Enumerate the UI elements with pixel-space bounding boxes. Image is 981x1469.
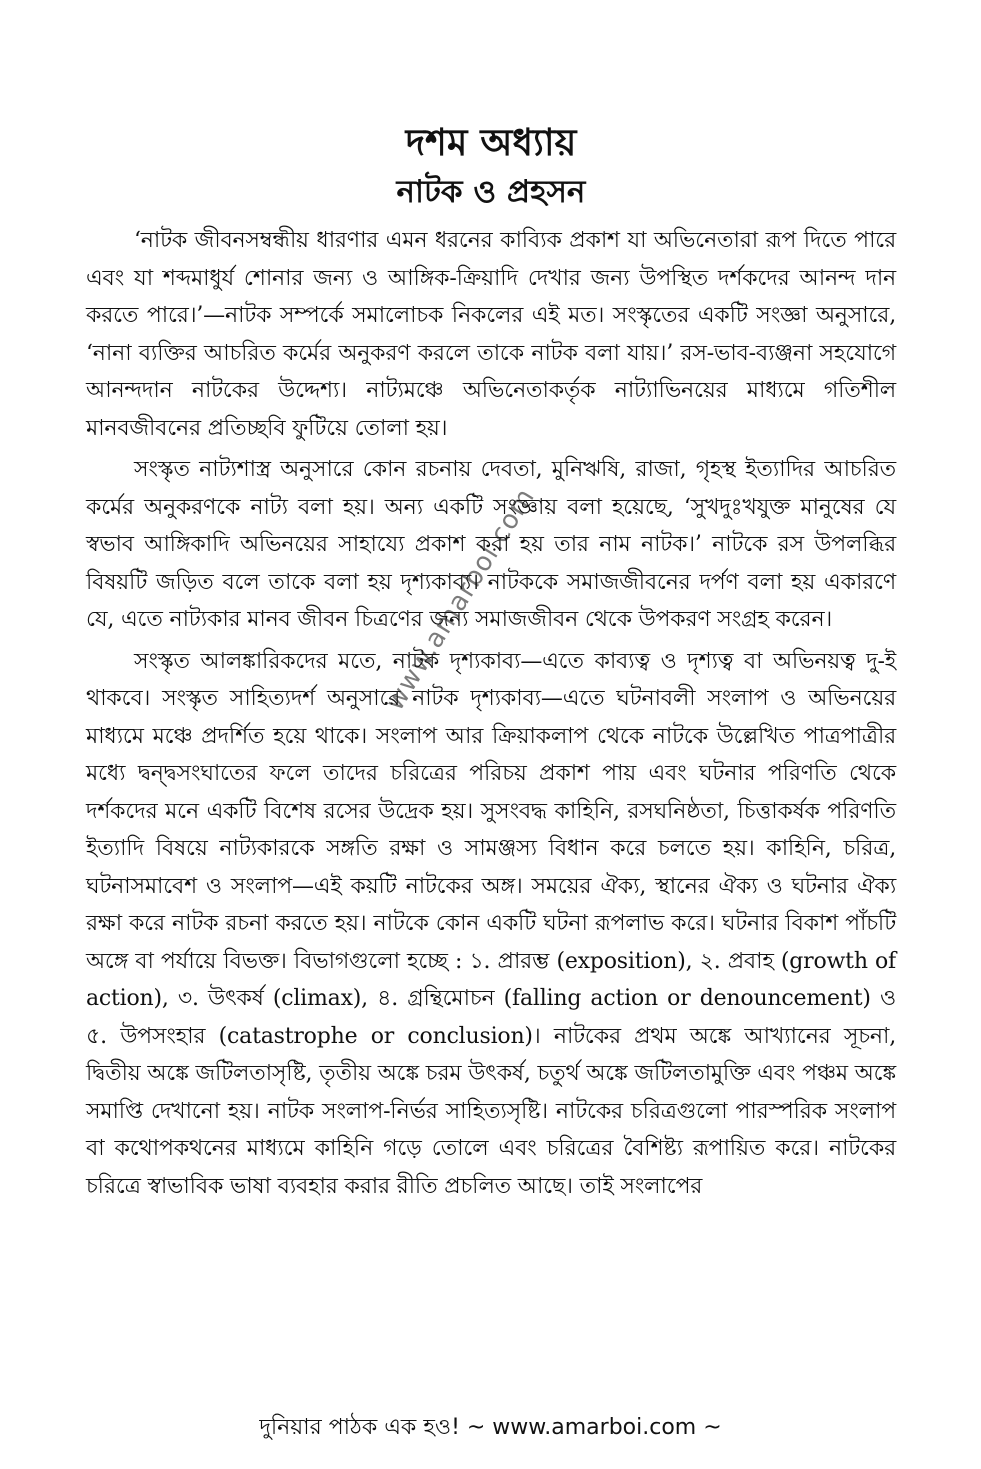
page-footer: দুনিয়ার পাঠক এক হও! ~ www.amarboi.com ~ — [259, 1415, 722, 1440]
page-content — [86, 118, 896, 1205]
paragraph-1: ‘নাটক জীবনসম্বন্ধীয় ধারণার এমন ধরনের কাব্যিক প্রকাশ যা অভিনেতারা রূপ দিতে পারে এবং যা শব্দমাধুর্য শোনার জন্য ও আঙ্গিক-ক্রিয়াদি দেখার জন্য উপস্থিত দর্শকদের আনন্দ দান করতে পারে।’—নাটক সম্পর্কে সমালোচক নিকলের এই মত। সংস্কৃতের একটি সংজ্ঞা অনুসারে, ‘নানা ব্যক্তির আচরিত কর্মের অনুকরণ করলে তাকে নাটক বলা যায়।’ রস-ভাব-ব্যঞ্জনা সহযোগে আনন্দদান নাটকের উদ্দেশ্য। নাট্যমঞ্চে অভিনেতাকর্তৃক নাট্যাভিনয়ের মাধ্যমে গতিশীল মানবজীবনের প্রতিচ্ছবি ফুটিয়ে তোলা হয়। — [86, 228, 896, 441]
chapter-title: দশম অধ্যায় — [405, 121, 577, 164]
watermark: www.amarboi.com — [380, 482, 542, 716]
paragraph-3: সংস্কৃত আলঙ্কারিকদের মতে, নাটক দৃশ্যকাব্য—এতে কাব্যত্ব ও দৃশ্যত্ব বা অভিনয়ত্ব দু-ই থাকবে। সংস্কৃত সাহিত্যদর্শ অনুসারে নাটক দৃশ্যকাব্য—এতে ঘটনাবলী সংলাপ ও অভিনয়ের মাধ্যমে মঞ্চে প্রদর্শিত হয়ে থাকে। সংলাপ আর ক্রিয়াকলাপ থেকে নাটকে উল্লেখিত পাত্রপাত্রীর মধ্যে দ্বন্দ্বসংঘাতের ফলে তাদের চরিত্রের পরিচয় প্রকাশ পায় এবং ঘটনার পরিণতি থেকে দর্শকদের মনে একটি বিশেষ রসের উদ্রেক হয়। সুসংবদ্ধ কাহিনি, রসঘনিষ্ঠতা, চিত্তাকর্ষক পরিণতি ইত্যাদি বিষয়ে নাট্যকারকে সঙ্গতি রক্ষা ও সামঞ্জস্য বিধান করে চলতে হয়। কাহিনি, চরিত্র, ঘটনাসমাবেশ ও সংলাপ—এই কয়টি নাটকের অঙ্গ। সময়ের ঐক্য, স্থানের ঐক্য ও ঘটনার ঐক্য রক্ষা করে নাটক রচনা করতে হয়। নাটকে কোন একটি ঘটনা রূপলাভ করে। ঘটনার বিকাশ পাঁচটি অঙ্গে বা পর্যায়ে বিভক্ত। বিভাগগুলো হচ্ছে : ১. প্রারম্ভ (exposition), ২. প্রবাহ (growth of action), ৩. উৎকর্ষ (climax), ৪. গ্রন্থিমোচন (falling action or denouncement) ও ৫. উপসংহার (catastrophe or conclusion)। নাটকের প্রথম অঙ্কে আখ্যানের সূচনা, দ্বিতীয় অঙ্কে জটিলতাসৃষ্টি, তৃতীয় অঙ্কে চরম উৎকর্ষ, চতুর্থ অঙ্কে জটিলতামুক্তি এবং পঞ্চম অঙ্কে সমাপ্তি দেখানো হয়। নাটক সংলাপ-নির্ভর সাহিত্যসৃষ্টি। নাটকের চরিত্রগুলো পারস্পরিক সংলাপ বা কথোপকথনের মাধ্যমে কাহিনি গড়ে তোলে এবং চরিত্রের বৈশিষ্ট্য রূপায়িত করে। নাটকের চরিত্রে স্বাভাবিক ভাষা ব্যবহার করার রীতি প্রচলিত আছে। তাই সংলাপের — [86, 648, 896, 1199]
paragraph-2: সংস্কৃত নাট্যশাস্ত্র অনুসারে কোন রচনায় দেবতা, মুনিঋষি, রাজা, গৃহস্থ ইত্যাদির আচরিত কর্মের অনুকরণকে নাট্য বলা হয়। অন্য একটি সংজ্ঞায় বলা হয়েছে, ‘সুখদুঃখযুক্ত মানুষের যে স্বভাব আঙ্গিকাদি অভিনয়ের সাহায্যে প্রকাশ করা হয় তার নাম নাটক।’ নাটকে রস উপলব্ধির বিষয়টি জড়িত বলে তাকে বলা হয় দৃশ্যকাব্য। নাটককে সমাজজীবনের দর্পণ বলা হয় একারণে যে, এতে নাট্যকার মানব জীবন চিত্রণের জন্য সমাজজীবন থেকে উপকরণ সংগ্রহ করেন। — [86, 457, 896, 632]
section-title: নাটক ও প্রহসন — [396, 174, 586, 210]
